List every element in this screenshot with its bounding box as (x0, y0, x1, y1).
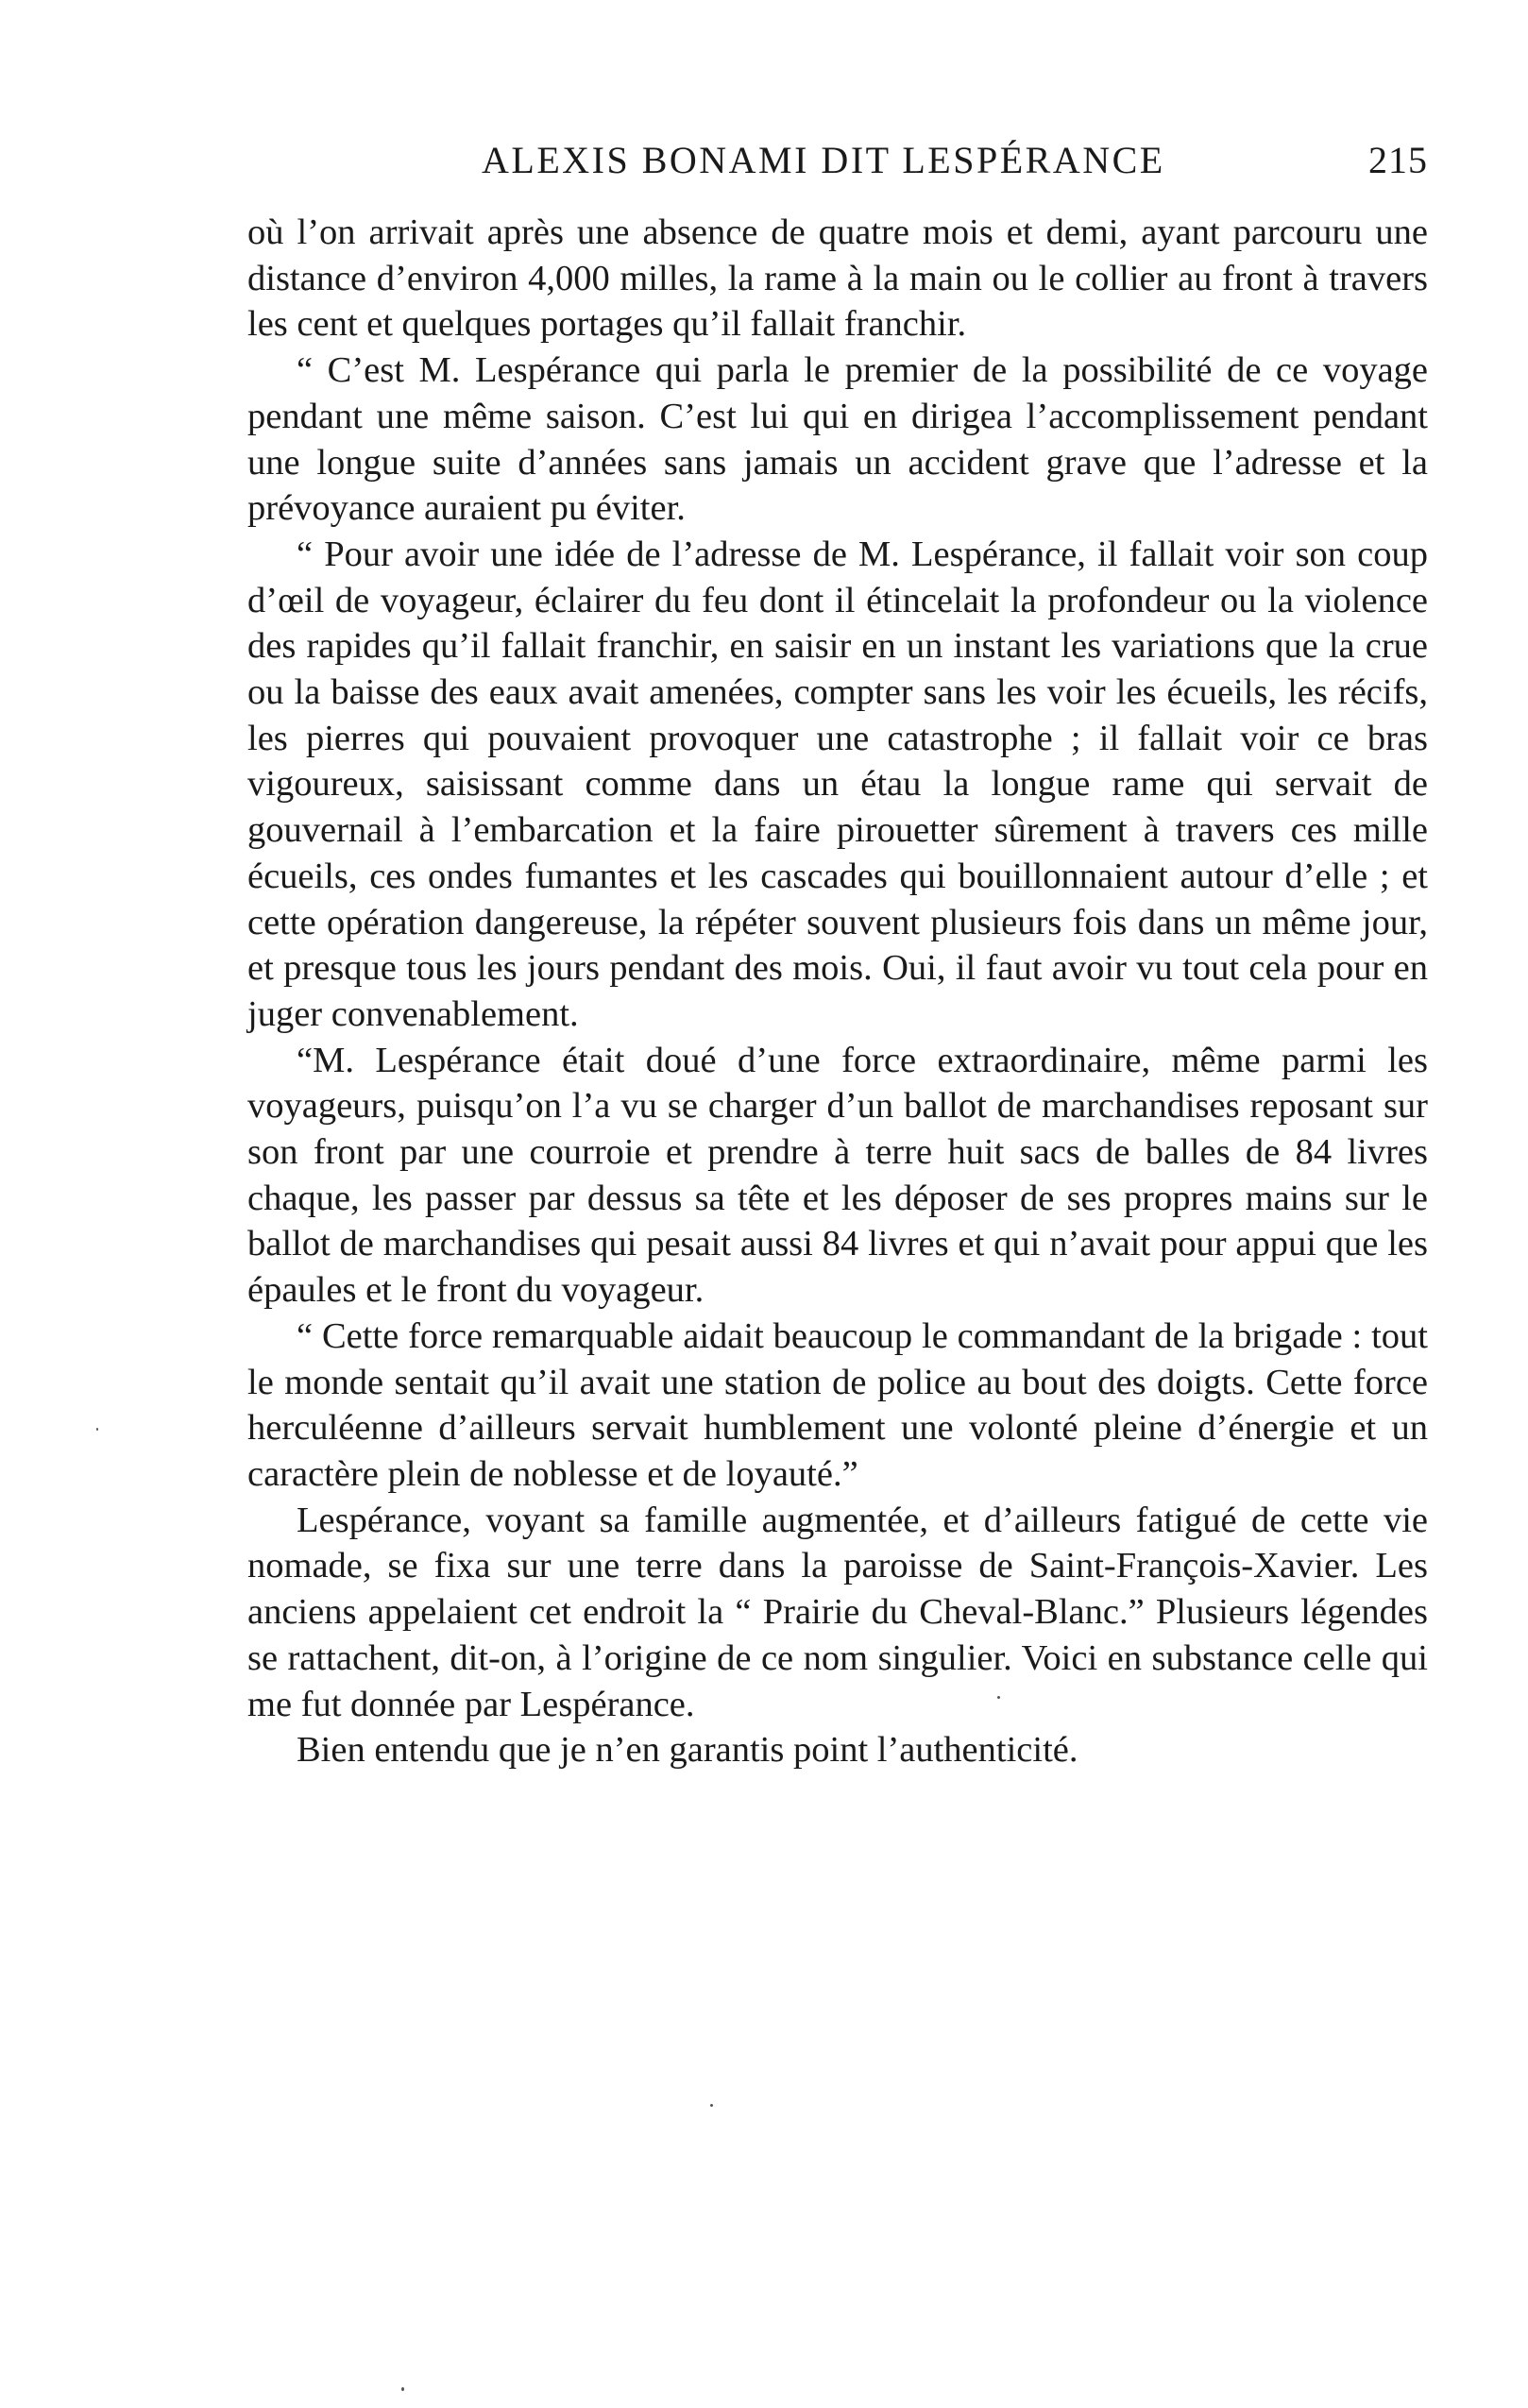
paragraph-quote-brigade: “ Cette force remarquable aidait beaucoup le commandant de la brigade : tout le monde sentait qu’il avait une station de police au bout des doigts. Cette force herculéenne d’ailleurs servait humblement une volonté pleine d’énergie et un caractère plein de noblesse et de loyauté.” (247, 1315, 1428, 1494)
scan-speck (997, 1696, 1000, 1699)
scan-speck (401, 2387, 404, 2391)
paragraph-authenticite: Bien entendu que je n’en garantis point l’authenticité. (297, 1730, 1078, 1771)
scan-speck (96, 1428, 98, 1431)
running-head (247, 138, 1428, 195)
page-number: 215 (1368, 139, 1428, 181)
running-title: ALEXIS BONAMI DIT LESPÉRANCE (482, 139, 1165, 181)
paragraph-famille: Lespérance, voyant sa famille augmentée, et d’ailleurs fatigué de cette vie nomade, se fixa sur une terre dans la paroisse de Saint-François-Xavier. Les anciens appelaient cet endroit la “ Prairie du Cheval-Blanc.” Plusieurs légendes se rattachent, dit-on, à l’origine de ce nom singulier. Voici en substance celle qui me fut donnée par Lespérance. (247, 1500, 1428, 1724)
paragraph-quote-voyage: “ C’est M. Lespérance qui parla le premier de la possibilité de ce voyage pendant une même saison. C’est lui qui en dirigea l’accomplissement pendant une longue suite d’années sans jamais un accident grave que l’adresse et la prévoyance auraient pu éviter. (247, 350, 1428, 529)
paragraph-continuation: où l’on arrivait après une absence de quatre mois et demi, ayant parcouru une distance d’environ 4,000 milles, la rame à la main ou le collier au front à travers les cent et quelques portages qu’il fallait franchir. (247, 212, 1428, 345)
scan-speck (710, 2104, 713, 2107)
paragraph-quote-adresse: “ Pour avoir une idée de l’adresse de M. Lespérance, il fallait voir son coup d’œil de voyageur, éclairer du feu dont il étincelait la profondeur ou la violence des rapides qu’il fallait franchir, en saisir en un instant les variations que la crue ou la baisse des eaux avait amenées, compter sans les voir les écueils, les récifs, les pierres qui pouvaient provoquer une catastrophe ; il fallait voir ce bras vigoureux, saisissant comme dans un étau la longue rame qui servait de gouvernail à l’embarcation et la faire pirouetter sûrement à travers ces mille écueils, ces ondes fumantes et les cascades qui bouillonnaient autour d’elle ; et cette opération dangereuse, la répéter souvent plusieurs fois dans un même jour, et presque tous les jours pendant des mois. Oui, il faut avoir vu tout cela pour en juger convenablement. (247, 534, 1428, 1034)
body-text (247, 210, 1428, 1773)
paragraph-quote-force: “M. Lespérance était doué d’une force extraordinaire, même parmi les voyageurs, puisqu’on l’a vu se charger d’un ballot de marchandises reposant sur son front par une courroie et prendre à terre huit sacs de balles de 84 livres chaque, les passer par dessus sa tête et les déposer de ses propres mains sur le ballot de marchandises qui pesait aussi 84 livres et qui n’avait pour appui que les épaules et le front du voyageur. (247, 1040, 1428, 1311)
